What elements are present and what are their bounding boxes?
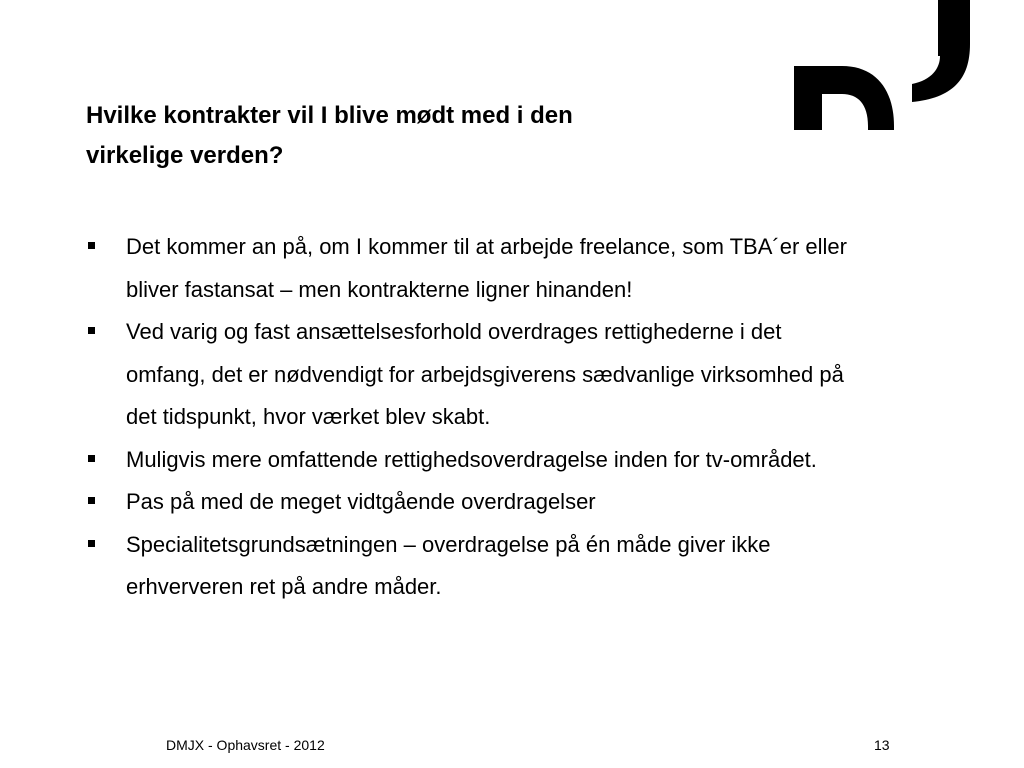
bullet-text-line: erhververen ret på andre måder. [126, 574, 442, 599]
bullet-list [86, 226, 986, 609]
page-number: 13 [874, 737, 890, 753]
bullet-text-line: omfang, det er nødvendigt for arbejdsgiverens sædvanlige virksomhed på [126, 361, 844, 387]
bullet-text-line: Muligvis mere omfattende rettighedsoverdragelse inden for tv-området. [126, 446, 817, 472]
footer-text: DMJX - Ophavsret - 2012 [166, 737, 325, 753]
square-bullet-icon [88, 497, 95, 504]
dmjx-logo-icon [790, 0, 980, 130]
square-bullet-icon [88, 455, 95, 462]
bullet-text-line: Pas på med de meget vidtgående overdragelser [126, 489, 596, 514]
bullet-text-line: bliver fastansat – men kontrakterne ligner hinanden! [126, 276, 633, 302]
bullet-text-line: Specialitetsgrundsætningen – overdragelse på én måde giver ikke [126, 531, 771, 557]
square-bullet-icon [88, 540, 95, 547]
bullet-item [86, 311, 986, 439]
slide-title-line: Hvilke kontrakter vil I blive mødt med i den [86, 102, 573, 129]
slide-title-line: virkelige verden? [86, 142, 284, 169]
bullet-text-line: Ved varig og fast ansættelsesforhold overdrages rettighederne i det [126, 319, 782, 344]
bullet-item [86, 524, 986, 609]
bullet-text-line: Det kommer an på, om I kommer til at arbejde freelance, som TBA´er eller [126, 234, 847, 259]
bullet-item [86, 226, 986, 311]
bullet-item [86, 481, 986, 524]
bullet-item [86, 439, 986, 482]
bullet-text-line: det tidspunkt, hvor værket blev skabt. [126, 404, 491, 429]
square-bullet-icon [88, 327, 95, 334]
square-bullet-icon [88, 242, 95, 249]
slide-title [86, 96, 706, 176]
